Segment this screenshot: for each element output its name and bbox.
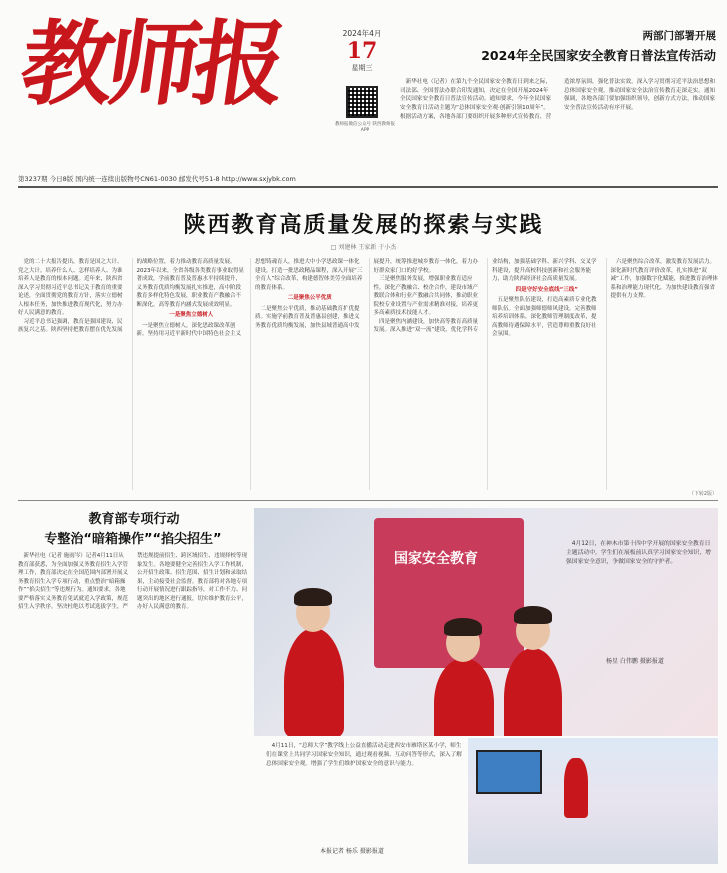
paragraph: 一是聚焦立德树人，深化思政课改革创新。坚持用习近平新时代中国特色社会主义思想铸魂育人，推进大中小学思政课一体化建设，打造一批思政精品课程，深入开展“三全育人”综合改革，构建德智体美劳全面培养的教育体系。 (136, 259, 363, 338)
student-hair (294, 588, 332, 606)
main-byline: □ 刘建林 王家新 于小杰 (330, 244, 397, 251)
top-news (400, 28, 716, 64)
divider (18, 186, 718, 188)
student-figure (284, 628, 344, 736)
section-subhead: 二是聚焦公平优质 (287, 295, 332, 302)
top-news-subtitle: 两部门部署开展 (642, 30, 716, 42)
paragraph: 五是聚焦队伍建设，打造高素质专业化教师队伍。全面加强师德师风建设，完善教师培养培训体系，深化教师管理制度改革，提高教师待遇保障水平，营造尊师重教良好社会氛围。 (492, 297, 597, 338)
student-hair (514, 606, 552, 624)
masthead-logo: 教师报 (14, 10, 288, 118)
main-article-body (18, 258, 720, 490)
photo-credit-2: 本报记者 杨乐 摄影报道 (320, 848, 384, 855)
top-news-title: 2024年全民国家安全教育日普法宣传活动 (481, 48, 716, 63)
top-news-body: 新华社电（记者）在第九个全民国家安全教育日到来之际，司法部、全国普法办联合印发通知，决定在全国开展2024年全民国家安全教育日普法宣传活动。通知要求，今年全民国家安全教育日活动主题为“总体国家安全观·创新引领10周年”。根据活动方案，各地各部门要组织开展多种形式宣传教育，营造浓厚氛围，强化普法实效，深入学习贯彻习近平法治思想和总体国家安全观，推动国家安全法治宣传教育走深走实。通知强调，各地各部门要加强组织领导，创新方式方法，推动国家安全普法宣传活动有序开展。 (400, 79, 716, 120)
issue-info: 第3237期 今日8版 国内统一连续出版物号CN61-0030 邮发代号51-8 http://www.sxjybk.com (18, 174, 718, 187)
paragraph: 二是聚焦公平优质，推动基础教育扩优提质。实施学前教育普及普惠县创建，推进义务教育优质均衡发展，加快县域普通高中发展提升，统筹推进城乡教育一体化，着力办好群众家门口的好学校。 (255, 259, 479, 329)
paragraph: 三是聚焦服务发展，增强职业教育适应性。深化产教融合、校企合作，建设市域产教联合体和行业产教融合共同体，推动职业院校专业设置与产业需求精准对接，培养更多高素质技术技能人才。 (373, 276, 479, 317)
date-day: 17 (346, 38, 378, 64)
secondary-photo (468, 738, 718, 864)
date-box (342, 28, 382, 73)
masthead (14, 10, 348, 166)
paragraph: 四是聚焦内涵建设，加快高等教育高质量发展。深入推进“双一流”建设，优化学科专业结构，加强基础学科、新兴学科、交叉学科建设，提升高校科技创新和社会服务能力，助力陕西经济社会高质量发展。 (373, 259, 597, 334)
student-figure (564, 758, 588, 818)
continued-note: （下转2版） (688, 491, 717, 497)
section-subhead: 四是守好安全底线“三线” (515, 286, 578, 293)
story-headline-line1: 教育部专项行动 (88, 512, 180, 527)
date-year-month: 2024年4月 (342, 29, 382, 38)
qr-caption: 教师报微信公众号 陕西教师报APP (335, 122, 395, 133)
exhibit-board-text: 国家安全教育 (394, 551, 478, 567)
qr-code-icon (346, 86, 378, 118)
paragraph: 六是聚焦综合改革，激发教育发展活力。深化新时代教育评价改革，扎实推进“双减”工作，加强数字化赋能，推进教育治理体系和治理能力现代化，为加快建设教育强省提供有力支撑。 (610, 259, 718, 300)
photo-caption-1: 4月12日，在神木市第十四中学开展的国家安全教育日主题活动中，学生们在展板前认真学习国家安全知识，增强国家安全意识，争做国家安全的守护者。 (566, 541, 711, 565)
section-subhead: 一是聚焦立德树人 (169, 312, 214, 319)
photo-caption-2: 4月11日，“总师大学”教学线上公益直播活动走进西安市雁塔区某小学，师生们在课堂上共同学习国家安全知识，通过观看视频、互动问答等形式，深入了解总体国家安全观，增强了学生们维护国家安全的意识与能力。 (266, 743, 462, 767)
story-body: 新华社电（记者 施雨岑）记者4月11日从教育部获悉，为全面加强义务教育招生入学管理工作，教育部决定在全国范围内部署开展义务教育招生入学专项行动，重点整治“暗箱操作”“掐尖招生”等违规行为。通知要求，各地要严格落实义务教育免试就近入学政策，规范招生入学秩序，坚决杜绝以考试选拔学生，严禁违规提前招生、跨区域招生、违规择校等现象发生。各地要健全完善招生入学工作机制，公开招生政策、招生范围、招生计划和录取结果，主动接受社会监督。教育部将对各地专项行动开展情况进行跟踪指导，对工作不力、问题突出的地区进行通报，切实维护教育公平，办好人民满意的教育。 (18, 553, 248, 611)
paragraph: 党的二十大报告提出，教育是国之大计、党之大计。培养什么人、怎样培养人、为谁培养人是教育的根本问题。近年来，陕西省深入学习贯彻习近平总书记关于教育的重要论述，全面贯彻党的教育方针，落实立德树人根本任务，加快推进教育现代化，努力办好人民满意的教育。 (18, 259, 123, 317)
classroom-screen (476, 750, 542, 794)
divider (18, 500, 718, 501)
story-headline-line2: 专整治“暗箱操作”“掐尖招生” (44, 532, 222, 547)
student-hair (444, 618, 482, 636)
student-figure (504, 648, 562, 736)
student-figure (434, 658, 494, 736)
date-weekday: 星期三 (351, 64, 373, 73)
main-headline: 陕西教育高质量发展的探索与实践 (183, 213, 544, 238)
paragraph: 习近平总书记强调，教育是强国建设、民族复兴之基。陕西坚持把教育摆在优先发展的战略位置，着力推动教育高质量发展。2023年以来，全省各级各类教育事业取得显著成效，学前教育普及普惠水平持续提升，义务教育优质均衡发展扎实推进，高中阶段教育多样化特色发展，职业教育产教融合不断深化，高等教育内涵式发展成效明显。 (18, 259, 244, 334)
photo-credit-1: 杨星 白伟鹏 摄影报道 (606, 658, 664, 665)
